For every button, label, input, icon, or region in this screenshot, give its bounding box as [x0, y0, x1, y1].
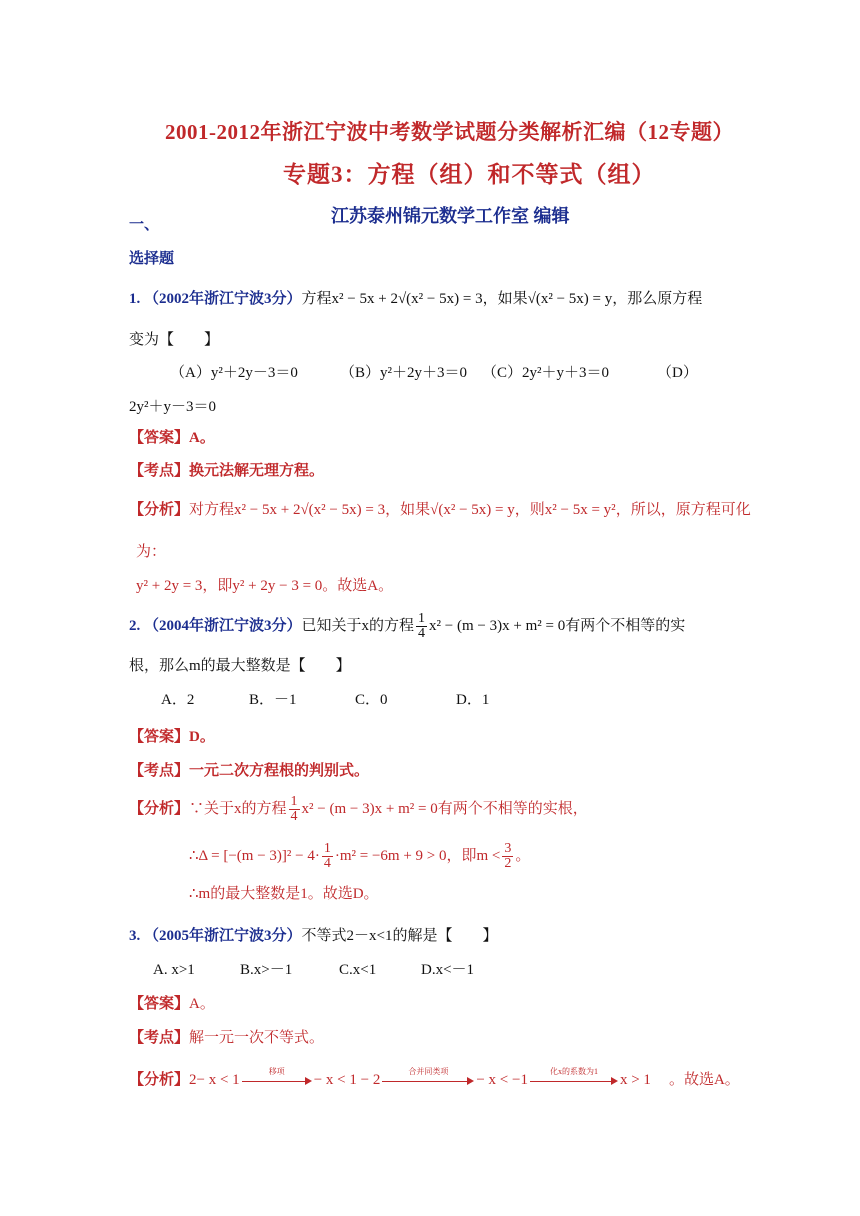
q3-arrow1-label: 移项 — [268, 1066, 285, 1076]
q2-point — [129, 759, 369, 780]
q3-analysis-end: 。故选A。 — [668, 1072, 740, 1088]
section-name: 选择题 — [129, 251, 175, 267]
q3-options — [153, 958, 474, 979]
q3-analysis-tag: 【分析】 — [129, 1072, 190, 1088]
q2-analysis-frac-bound-denominator: 2 — [504, 856, 512, 871]
q3-answer-value: A。 — [189, 996, 215, 1012]
q1-text-a: 方程 — [301, 291, 332, 307]
q3-analysis — [129, 1068, 740, 1089]
q2-analysis-tag: 【分析】 — [129, 800, 190, 817]
q1-option-d: （D） — [657, 365, 698, 381]
q2-text-b: 有两个不相等的实 — [565, 617, 686, 634]
q2-analysis-frac-bound-numerator: 3 — [504, 841, 512, 856]
q3-arrow3-shaft — [530, 1081, 612, 1082]
q1-analysis-text-c: ，则 — [514, 502, 545, 518]
q3-answer — [129, 992, 215, 1013]
q3-point-tag: 【考点】 — [129, 1030, 190, 1046]
q1-source: （2002年浙江宁波3分） — [144, 291, 302, 307]
q2-number: 2. — [129, 617, 141, 634]
q2-analysis-text-b: x² − (m − 3)x + m² = 0有两个不相等的实根， — [301, 800, 588, 817]
q1-answer-tag: 【答案】 — [129, 430, 190, 446]
q3-point — [129, 1026, 324, 1047]
q1-analysis-eq2: √(x² − 5x) = y — [430, 502, 515, 518]
q2-analysis-frac-quarter-denominator: 4 — [323, 856, 331, 871]
q3-option-b: B.x>－1 — [240, 962, 293, 978]
q3-step1: 2− x < 1 — [189, 1072, 240, 1088]
q2-option-c: C．0 — [355, 692, 388, 708]
q1-answer — [129, 426, 215, 447]
q3-option-d: D.x<－1 — [421, 962, 475, 978]
section-number: 一、 — [129, 217, 160, 233]
q3-step2: − x < 1 − 2 — [313, 1072, 381, 1088]
q2-stem-line1 — [129, 612, 685, 641]
q2-option-a: A．2 — [161, 692, 195, 708]
q2-analysis-fraction — [289, 795, 300, 824]
q3-option-a: A. x>1 — [153, 962, 195, 978]
q1-option-d-cont: 2y²＋y－3＝0 — [129, 399, 216, 415]
q2-answer-value: D。 — [189, 729, 215, 745]
q1-number: 1. — [129, 291, 141, 307]
q3-answer-tag: 【答案】 — [129, 996, 190, 1012]
q1-analysis-line2: 为： — [136, 544, 167, 560]
q3-arrow3-head — [611, 1077, 618, 1085]
q2-analysis-text-a: ∵关于x的方程 — [189, 800, 287, 817]
q1-option-c: （C）2y²＋y＋3＝0 — [482, 365, 610, 381]
q1-answer-value: A。 — [189, 430, 215, 446]
q2-fraction-numerator: 1 — [418, 611, 426, 626]
q1-point-value: 换元法解无理方程。 — [189, 463, 325, 479]
q1-analysis-text-b: ，如果 — [385, 502, 431, 518]
q2-option-b: B．－1 — [249, 692, 297, 708]
q2-analysis-frac-quarter-numerator: 1 — [323, 841, 331, 856]
q3-step3: − x < −1 — [476, 1072, 528, 1088]
q2-analysis-line1 — [129, 795, 588, 824]
q1-equation: x² − 5x + 2√(x² − 5x) = 3 — [331, 291, 483, 307]
q1-analysis-eq1: x² − 5x + 2√(x² − 5x) = 3 — [234, 502, 386, 518]
q3-number: 3. — [129, 928, 141, 944]
q3-point-value: 解一元一次不等式。 — [189, 1030, 325, 1046]
q1-analysis-line3: y² + 2y = 3，即y² + 2y − 3 = 0。故选A。 — [136, 578, 394, 594]
q1-stem-line2: 变为【 】 — [129, 332, 220, 348]
document-subtitle: 专题3：方程（组）和不等式（组） — [283, 162, 656, 187]
q2-point-value: 一元二次方程根的判别式。 — [189, 763, 370, 779]
q2-fraction-denominator: 4 — [418, 626, 426, 641]
q3-arrow-move-terms — [242, 1066, 312, 1088]
q1-point — [129, 459, 324, 480]
q2-point-tag: 【考点】 — [129, 763, 190, 779]
q2-option-d: D．1 — [456, 692, 490, 708]
q2-analysis-discriminant-result: ·m² = −6m + 9 > 0，即m < — [334, 847, 501, 864]
q3-arrow-combine-terms — [382, 1066, 474, 1088]
q1-text-c: ，那么原方程 — [612, 291, 703, 307]
q1-text-b: ，如果 — [482, 291, 528, 307]
q1-analysis-eq3: x² − 5x = y² — [544, 502, 616, 518]
q3-arrow2-head — [467, 1077, 474, 1085]
q3-arrow1-head — [305, 1077, 312, 1085]
q3-arrow2-label: 合并同类项 — [408, 1066, 449, 1076]
q1-options — [170, 361, 698, 382]
q1-stem-line1 — [129, 287, 702, 308]
q2-analysis-fraction-numerator: 1 — [290, 794, 298, 809]
q2-analysis-line2 — [189, 842, 530, 871]
q1-analysis-text-a: 对方程 — [189, 502, 235, 518]
q2-analysis-frac-quarter — [322, 842, 333, 871]
q1-point-tag: 【考点】 — [129, 463, 190, 479]
editor-credit: 江苏泰州锦元数学工作室 编辑 — [331, 206, 570, 226]
q2-fraction — [416, 612, 427, 641]
q2-analysis-frac-bound — [502, 842, 513, 871]
q3-arrow3-label: 化x的系数为1 — [549, 1066, 598, 1076]
q2-source: （2004年浙江宁波3分） — [144, 617, 302, 634]
q2-analysis-discriminant: ∴Δ = [−(m − 3)]² − 4· — [189, 847, 320, 864]
q3-step4: x > 1 — [619, 1072, 651, 1088]
q2-answer-tag: 【答案】 — [129, 729, 190, 745]
q1-analysis-text-d: ，所以，原方程可化 — [615, 502, 751, 518]
q2-options — [161, 688, 489, 709]
q3-arrow2-shaft — [382, 1081, 468, 1082]
q2-answer — [129, 725, 215, 746]
q1-option-b: （B）y²＋2y＋3＝0 — [340, 365, 468, 381]
q3-stem — [129, 924, 497, 945]
q3-arrow1-shaft — [242, 1081, 306, 1082]
q1-option-a: （A）y²＋2y－3＝0 — [170, 365, 298, 381]
q2-analysis-line3: ∴m的最大整数是1。故选D。 — [189, 886, 379, 902]
q3-source: （2005年浙江宁波3分） — [144, 928, 302, 944]
q3-text: 不等式2－x<1的解是【 】 — [301, 928, 498, 944]
q1-analysis-tag: 【分析】 — [129, 502, 190, 518]
q2-analysis-period: 。 — [515, 847, 531, 864]
q2-analysis-fraction-denominator: 4 — [290, 809, 298, 824]
q3-option-c: C.x<1 — [339, 962, 377, 978]
document-title: 2001-2012年浙江宁波中考数学试题分类解析汇编（12专题） — [165, 120, 734, 144]
q3-arrow-coefficient — [530, 1066, 618, 1088]
q2-stem-line2: 根，那么m的最大整数是【 】 — [129, 658, 351, 674]
q1-analysis-line1 — [129, 498, 751, 519]
q2-equation: x² − (m − 3)x + m² = 0 — [429, 617, 566, 634]
q2-text-a: 已知关于x的方程 — [301, 617, 415, 634]
q1-substitution: √(x² − 5x) = y — [527, 291, 613, 307]
